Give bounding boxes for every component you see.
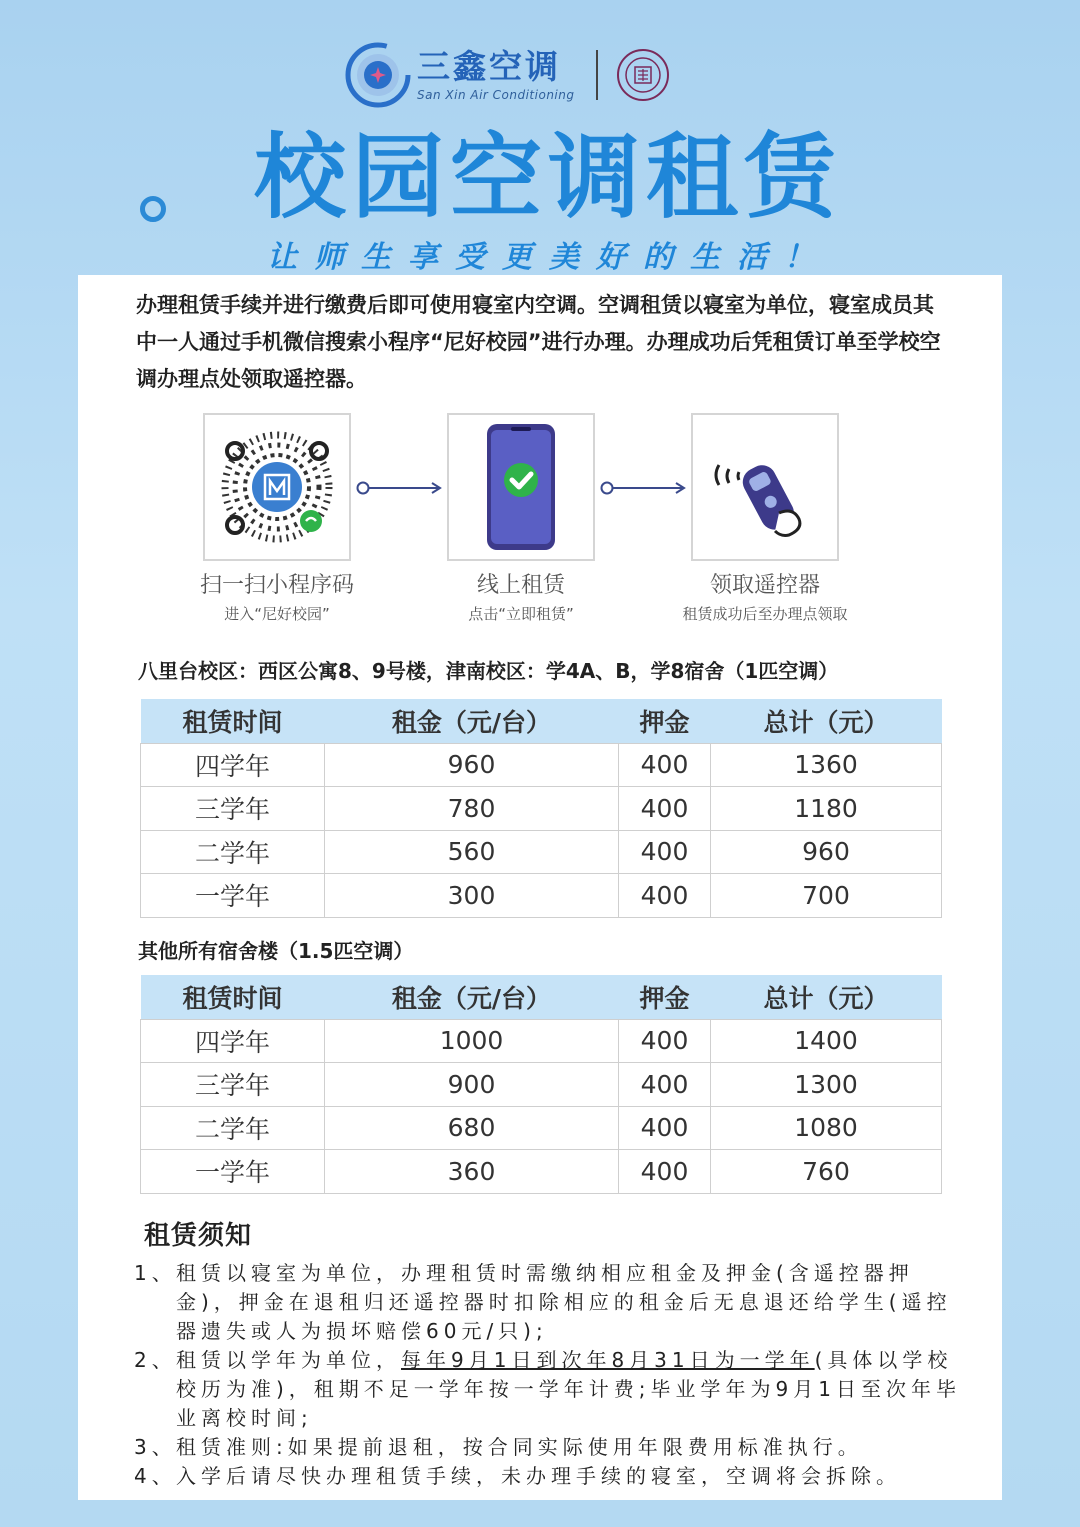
- table-cell: 1000: [325, 1019, 619, 1063]
- table-header-cell: 租金（元/台）: [325, 699, 619, 743]
- table-row: [141, 1150, 942, 1194]
- notice-item: [134, 1259, 964, 1346]
- step-3-title: 领取遥控器: [709, 573, 820, 598]
- table-header-cell: 租赁时间: [141, 699, 325, 743]
- table-cell: 400: [619, 1019, 711, 1063]
- header: [0, 0, 1080, 275]
- table-cell: 700: [711, 874, 942, 918]
- rent-table-1: [140, 699, 942, 918]
- notice-item-underlined-text: 每年9月1日到次年8月31日为一学年: [401, 1348, 815, 1372]
- step-1-title: 扫一扫小程序码: [199, 573, 354, 598]
- notice-item-number: 4、: [134, 1464, 177, 1488]
- brand-logo-icon: [345, 42, 411, 108]
- table-header-row: [141, 975, 942, 1019]
- notice-item-number: 2、: [134, 1348, 177, 1372]
- brand-name-en: San Xin Air Conditioning: [417, 88, 575, 102]
- step-remote-box[interactable]: [691, 413, 839, 561]
- table-cell: 1400: [711, 1019, 942, 1063]
- table-cell: 四学年: [141, 743, 325, 787]
- table-cell: 400: [619, 1063, 711, 1107]
- process-flow: [78, 413, 1002, 633]
- table-header-cell: 押金: [619, 699, 711, 743]
- step-phone-box[interactable]: [447, 413, 595, 561]
- table-row: [141, 1019, 942, 1063]
- table-cell: 二学年: [141, 830, 325, 874]
- table-row: [141, 787, 942, 831]
- table-cell: 560: [325, 830, 619, 874]
- table-cell: 760: [711, 1150, 942, 1194]
- table-header-cell: 租金（元/台）: [325, 975, 619, 1019]
- notice-item-text: 租赁准则:如果提前退租，按合同实际使用年限费用标准执行。: [176, 1435, 863, 1459]
- table-cell: 400: [619, 830, 711, 874]
- table-header-cell: 总计（元）: [711, 975, 942, 1019]
- table-1-caption: 八里台校区：西区公寓8、9号楼，津南校区：学4A、B，学8宿舍（1匹空调）: [138, 659, 839, 683]
- table-cell: 900: [325, 1063, 619, 1107]
- table-row: [141, 1063, 942, 1107]
- phone-check-icon: [481, 422, 561, 552]
- content-card: [78, 275, 1002, 1500]
- step-3-subtitle: 租赁成功后至办理点领取: [682, 605, 848, 623]
- table-header-row: [141, 699, 942, 743]
- table-row: [141, 874, 942, 918]
- step-2-title: 线上租赁: [476, 573, 565, 598]
- logo-divider: [596, 50, 598, 100]
- table-cell: 一学年: [141, 1150, 325, 1194]
- table-cell: 1180: [711, 787, 942, 831]
- step-2-subtitle: 点击“立即租赁”: [468, 605, 574, 623]
- notice-item: [134, 1346, 964, 1433]
- notice-list: [134, 1259, 964, 1491]
- table-cell: 400: [619, 1106, 711, 1150]
- table-row: [141, 1106, 942, 1150]
- brand-name: 三鑫空调: [417, 47, 561, 86]
- table-cell: 一学年: [141, 874, 325, 918]
- notice-item-number: 3、: [134, 1435, 177, 1459]
- notice-item: [134, 1433, 964, 1462]
- brand-logo: [345, 42, 670, 108]
- table-2-caption: 其他所有宿舍楼（1.5匹空调）: [138, 939, 414, 963]
- table-cell: 400: [619, 1150, 711, 1194]
- table-cell: 1300: [711, 1063, 942, 1107]
- notice-item-text: 入学后请尽快办理租赁手续，未办理手续的寝室，空调将会拆除。: [176, 1464, 901, 1488]
- table-cell: 960: [711, 830, 942, 874]
- table-cell: 400: [619, 874, 711, 918]
- notice-item-number: 1、: [134, 1261, 177, 1285]
- step-qr-box[interactable]: [203, 413, 351, 561]
- arrow-right-icon: [356, 478, 444, 498]
- university-seal-icon: [616, 48, 670, 102]
- arrow-right-icon: [600, 478, 688, 498]
- notice-item-text: 租赁以寝室为单位，办理租赁时需缴纳相应租金及押金(含遥控器押金)，押金在退租归还遥控器时扣除相应的租金后无息退还给学生(遥控器遗失或人为损坏赔偿60元/只);: [176, 1261, 952, 1343]
- table-row: [141, 743, 942, 787]
- table-cell: 三学年: [141, 1063, 325, 1107]
- table-cell: 1360: [711, 743, 942, 787]
- table-cell: 三学年: [141, 787, 325, 831]
- remote-control-icon: [705, 427, 825, 547]
- table-cell: 1080: [711, 1106, 942, 1150]
- step-1-subtitle: 进入“尼好校园”: [224, 605, 330, 623]
- table-header-cell: 总计（元）: [711, 699, 942, 743]
- table-header-cell: 租赁时间: [141, 975, 325, 1019]
- notice-item: [134, 1462, 964, 1491]
- table-cell: 300: [325, 874, 619, 918]
- table-cell: 400: [619, 743, 711, 787]
- table-cell: 960: [325, 743, 619, 787]
- table-cell: 360: [325, 1150, 619, 1194]
- table-header-cell: 押金: [619, 975, 711, 1019]
- qr-code-icon: [215, 425, 339, 549]
- slogan: 让师生享受更美好的生活！: [267, 240, 831, 275]
- intro-text: 办理租赁手续并进行缴费后即可使用寝室内空调。空调租赁以寝室为单位，寝室成员其中一人通过手机微信搜索小程序“尼好校园”进行办理。办理成功后凭租赁订单至学校空调办理点处领取遥控器。: [136, 293, 941, 391]
- rent-table-2: [140, 975, 942, 1194]
- table-row: [141, 830, 942, 874]
- notice-item-text: (具体以学校校历为准)，租期不足一学年按一学年计费;毕业学年为9月1日至次年毕业离校时间;: [176, 1348, 961, 1430]
- table-cell: 四学年: [141, 1019, 325, 1063]
- notice-title: 租赁须知: [144, 1221, 253, 1251]
- table-cell: 680: [325, 1106, 619, 1150]
- table-cell: 二学年: [141, 1106, 325, 1150]
- notice-item-text: 租赁以学年为单位，: [176, 1348, 401, 1372]
- table-cell: 780: [325, 787, 619, 831]
- table-cell: 400: [619, 787, 711, 831]
- page-title: 校园空调租赁: [253, 124, 842, 231]
